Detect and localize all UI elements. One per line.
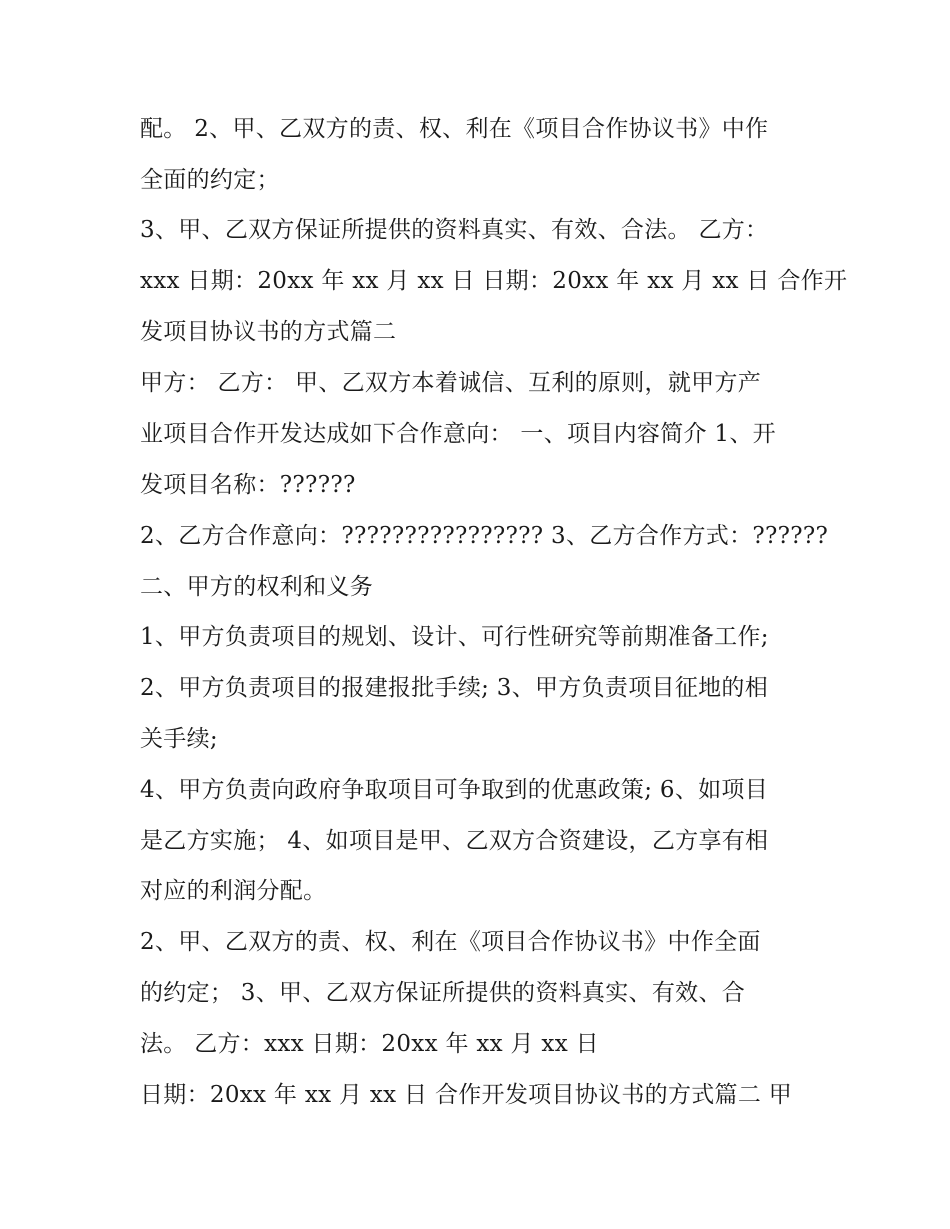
text-line: 4、甲方负责向政府争取项目可争取到的优惠政策; 6、如项目 xyxy=(140,777,769,803)
text-line: 发项目名称：?????? xyxy=(140,472,356,498)
text-line: 日期：20xx 年 xx 月 xx 日 合作开发项目协议书的方式篇二 甲 xyxy=(140,1082,793,1108)
text-line: 全面的约定； xyxy=(140,167,280,193)
text-line: 对应的利润分配。 xyxy=(140,878,327,904)
text-line: 法。 乙方：xxx 日期：20xx 年 xx 月 xx 日 xyxy=(140,1031,599,1057)
text-line: 业项目合作开发达成如下合作意向： 一、项目内容简介 1、开 xyxy=(140,421,776,447)
text-line: 的约定； 3、甲、乙双方保证所提供的资料真实、有效、合 xyxy=(140,980,746,1006)
text-line: 3、甲、乙双方保证所提供的资料真实、有效、合法。 乙方： xyxy=(140,217,769,243)
text-line: 甲方： 乙方： 甲、乙双方本着诚信、互利的原则，就甲方产 xyxy=(140,370,762,396)
text-line: 配。 2、甲、乙双方的责、权、利在《项目合作协议书》中作 xyxy=(140,116,769,142)
text-line: 是乙方实施； 4、如项目是甲、乙双方合资建设，乙方享有相 xyxy=(140,828,769,854)
text-line: 2、甲方负责项目的报建报批手续; 3、甲方负责项目征地的相 xyxy=(140,675,769,701)
text-line: 1、甲方负责项目的规划、设计、可行性研究等前期准备工作; xyxy=(140,624,769,650)
section-heading: 二、甲方的权利和义务 xyxy=(140,574,373,600)
text-line: 关手续; xyxy=(140,726,218,752)
section-heading: 发项目协议书的方式篇二 xyxy=(140,319,397,345)
text-line: xxx 日期：20xx 年 xx 月 xx 日 日期：20xx 年 xx 月 xx 日 合作开 xyxy=(140,268,848,294)
text-line: 2、乙方合作意向：???????????????? 3、乙方合作方式：?????? xyxy=(140,523,829,549)
text-line: 2、甲、乙双方的责、权、利在《项目合作协议书》中作全面 xyxy=(140,929,761,955)
